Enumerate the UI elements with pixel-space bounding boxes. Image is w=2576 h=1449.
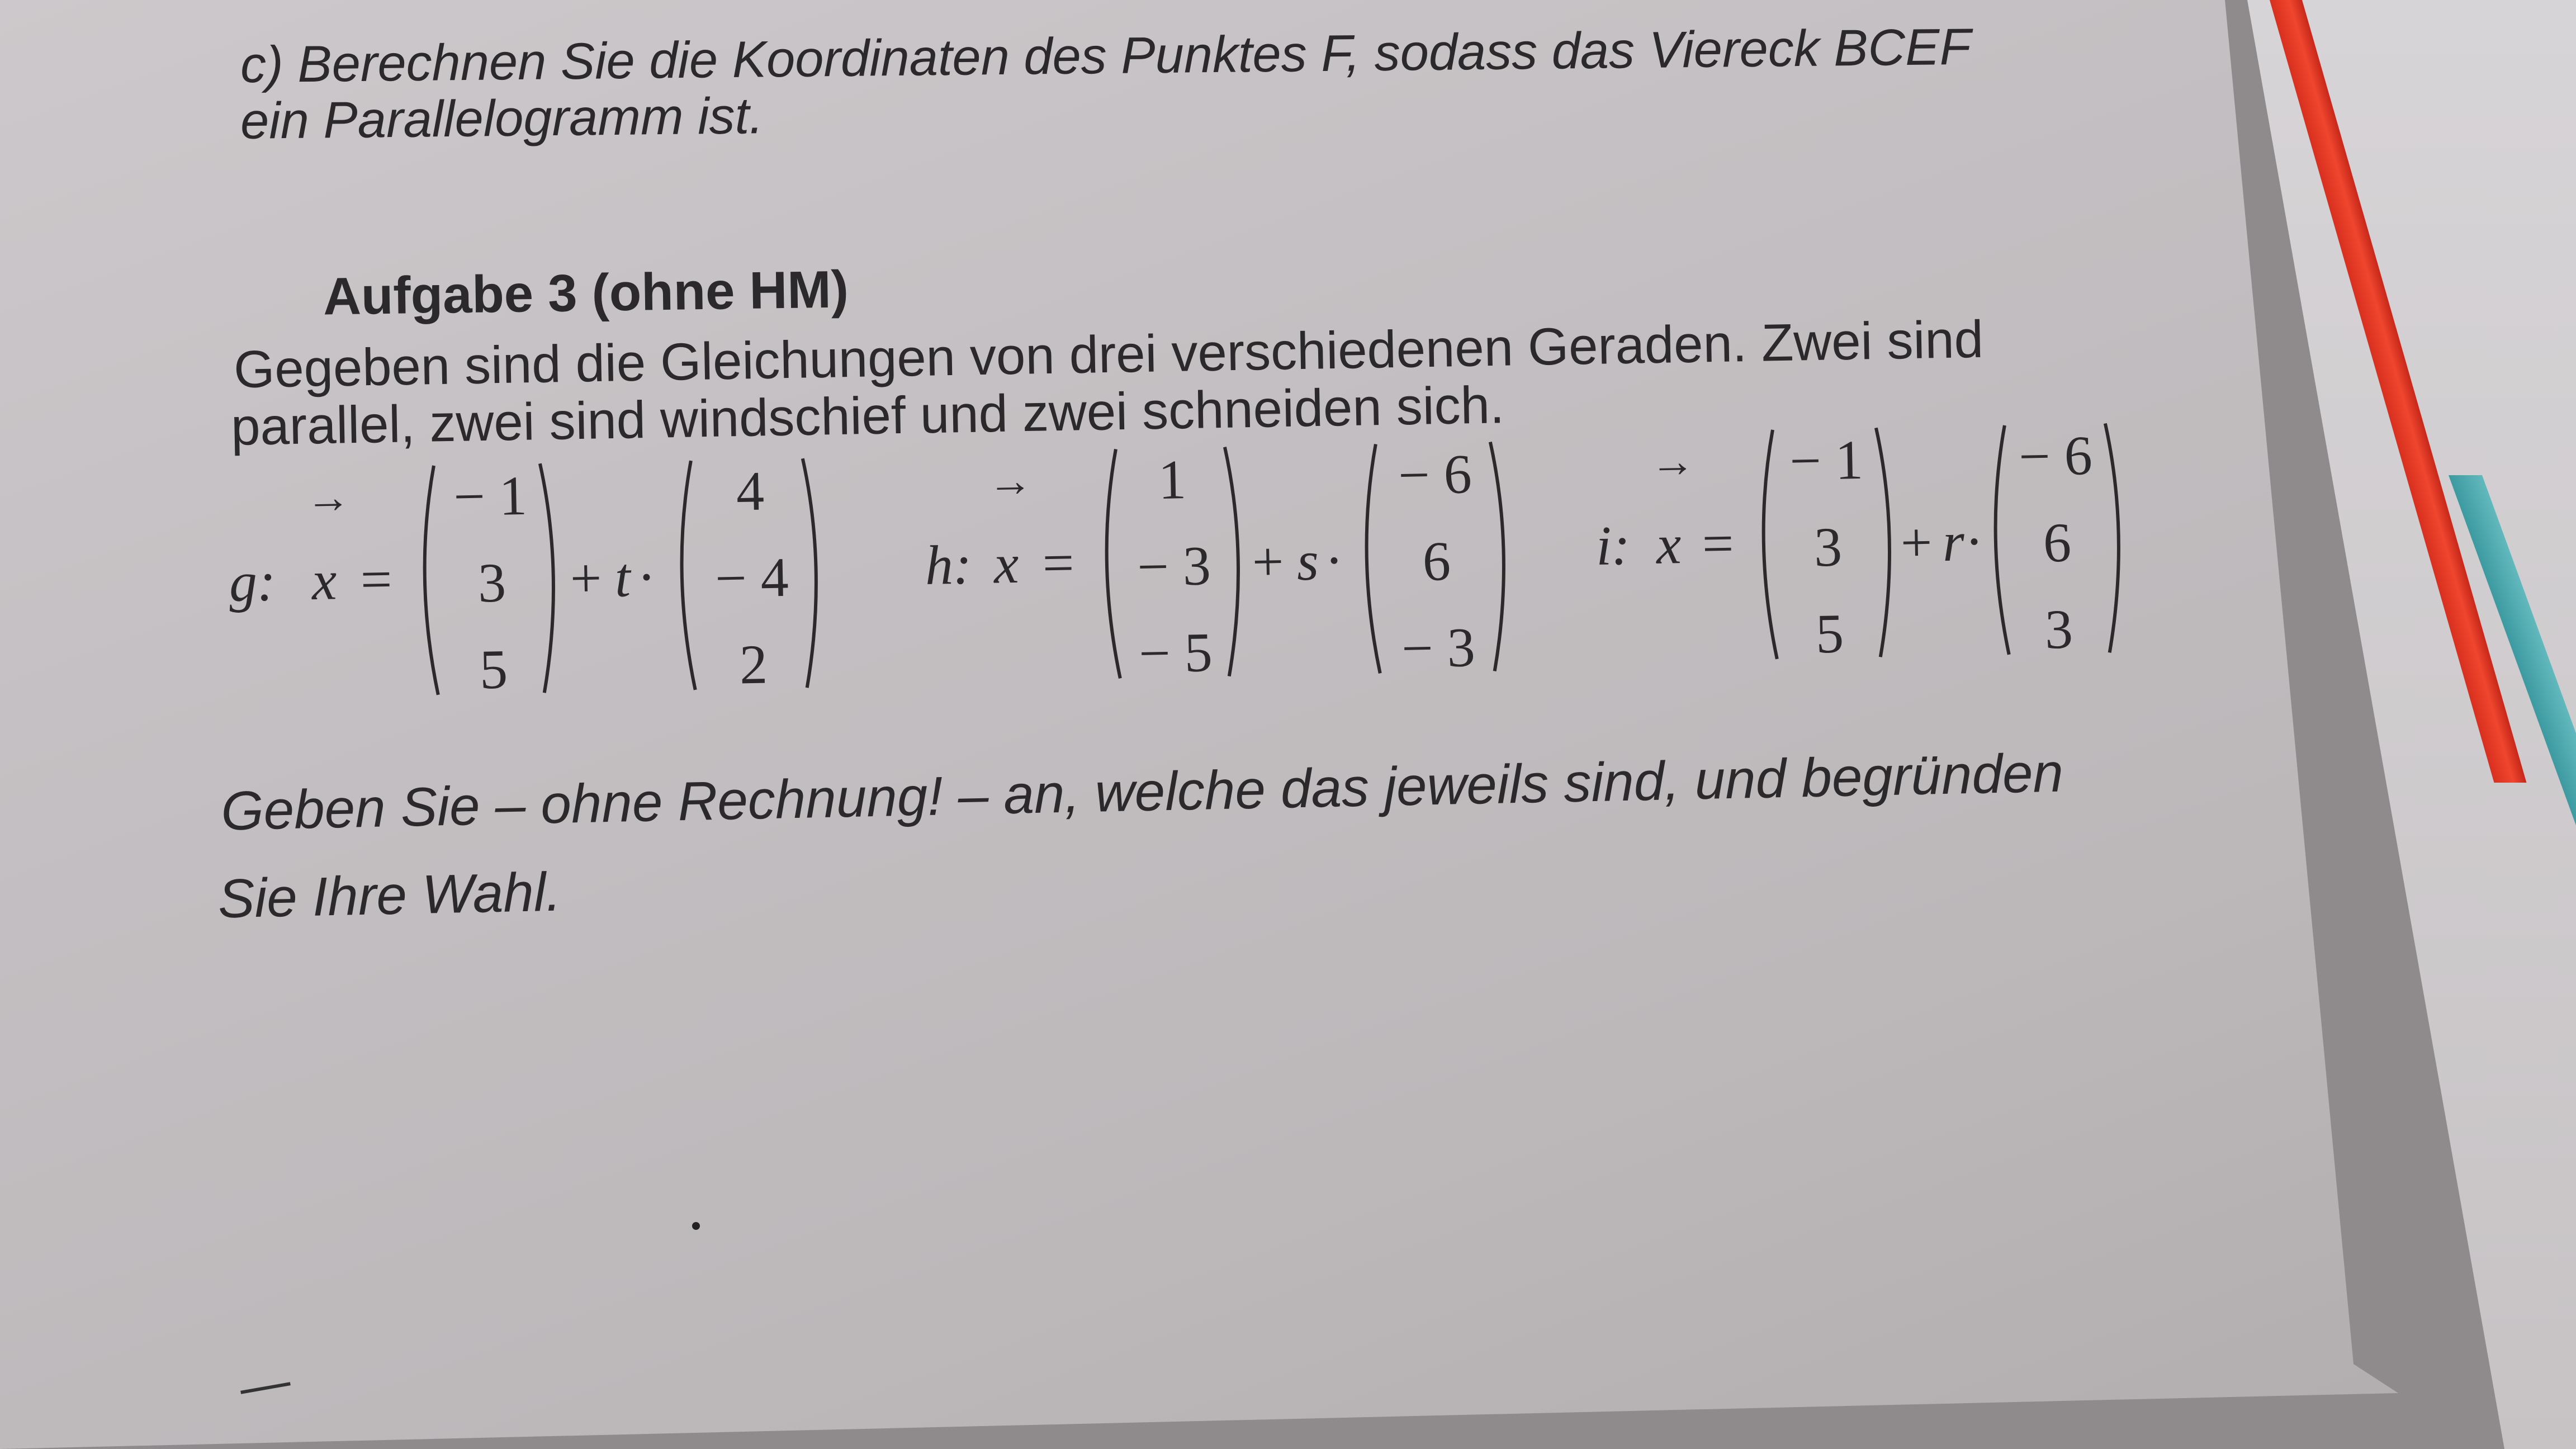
param: t bbox=[614, 546, 631, 609]
left-paren-dir bbox=[680, 461, 695, 690]
left-paren bbox=[1761, 430, 1777, 659]
plus-sign: + bbox=[1251, 530, 1285, 593]
support-z: − 5 bbox=[1138, 621, 1213, 685]
left-paren-dir bbox=[1993, 425, 2009, 655]
vector-x: x bbox=[1655, 513, 1682, 576]
part-c-line-1: c) Berechnen Sie die Koordinaten des Punktes F, sodass das Viereck BCEF bbox=[240, 18, 1972, 94]
direction-y: 6 bbox=[1422, 529, 1451, 593]
dot-operator: · bbox=[636, 546, 657, 608]
right-paren-dir bbox=[1490, 442, 1506, 671]
direction-x: − 6 bbox=[1398, 443, 1472, 506]
left-paren bbox=[1105, 449, 1120, 678]
line-equation-h bbox=[923, 430, 1543, 696]
dot-operator: · bbox=[1324, 529, 1344, 592]
support-z: 5 bbox=[1815, 602, 1845, 665]
left-paren bbox=[423, 466, 438, 695]
equals-sign: = bbox=[1701, 512, 1735, 575]
vector-arrow: → bbox=[305, 472, 351, 523]
question-line-1: Geben Sie – ohne Rechnung! – an, welche das jeweils sind, und begründen bbox=[220, 741, 2064, 842]
question-line-2: Sie Ihre Wahl. bbox=[217, 860, 562, 930]
right-paren bbox=[540, 463, 556, 693]
support-z: 5 bbox=[479, 638, 509, 701]
vector-x: x bbox=[311, 549, 338, 612]
plus-sign: + bbox=[569, 547, 603, 610]
support-y: 3 bbox=[477, 551, 507, 614]
direction-z: 3 bbox=[2044, 598, 2073, 661]
support-x: − 1 bbox=[1789, 428, 1864, 493]
support-y: 3 bbox=[1813, 515, 1843, 579]
direction-y: 6 bbox=[2042, 511, 2072, 574]
right-paren-dir bbox=[803, 458, 818, 688]
direction-x: − 6 bbox=[2018, 424, 2093, 488]
task-intro-line-1: Gegeben sind die Gleichungen von drei verschiedenen Geraden. Zwei sind bbox=[233, 309, 1984, 399]
vector-arrow: → bbox=[1650, 437, 1696, 487]
line-name: i: bbox=[1595, 514, 1631, 577]
ink-dot bbox=[692, 1222, 700, 1230]
part-c-line-2: ein Parallelogramm ist. bbox=[240, 87, 764, 150]
param: s bbox=[1296, 529, 1319, 593]
equals-sign: = bbox=[359, 548, 393, 611]
equals-sign: = bbox=[1041, 531, 1075, 594]
right-paren bbox=[1225, 447, 1240, 676]
right-paren-dir bbox=[2105, 423, 2121, 652]
direction-x: 4 bbox=[735, 460, 765, 523]
direction-z: 2 bbox=[738, 633, 768, 696]
line-name: g: bbox=[228, 550, 277, 613]
line-name: h: bbox=[924, 533, 973, 596]
support-x: − 1 bbox=[453, 464, 528, 528]
task-intro-line-2: parallel, zwei sind windschief und zwei schneiden sich. bbox=[230, 375, 1505, 456]
vector-x: x bbox=[993, 532, 1020, 595]
right-paren bbox=[1876, 428, 1892, 657]
param: r bbox=[1942, 510, 1965, 574]
line-equation-i bbox=[1594, 411, 2158, 676]
task-heading: Aufgabe 3 (ohne HM) bbox=[323, 259, 849, 326]
direction-y: − 4 bbox=[714, 546, 789, 610]
support-y: − 3 bbox=[1137, 534, 1211, 598]
direction-z: − 3 bbox=[1401, 616, 1476, 680]
dot-operator: · bbox=[1964, 510, 1985, 573]
support-x: 1 bbox=[1157, 448, 1187, 511]
plus-sign: + bbox=[1900, 511, 1933, 574]
vector-arrow: → bbox=[987, 456, 1033, 506]
line-equation-g bbox=[227, 447, 847, 713]
left-paren-dir bbox=[1365, 444, 1380, 673]
